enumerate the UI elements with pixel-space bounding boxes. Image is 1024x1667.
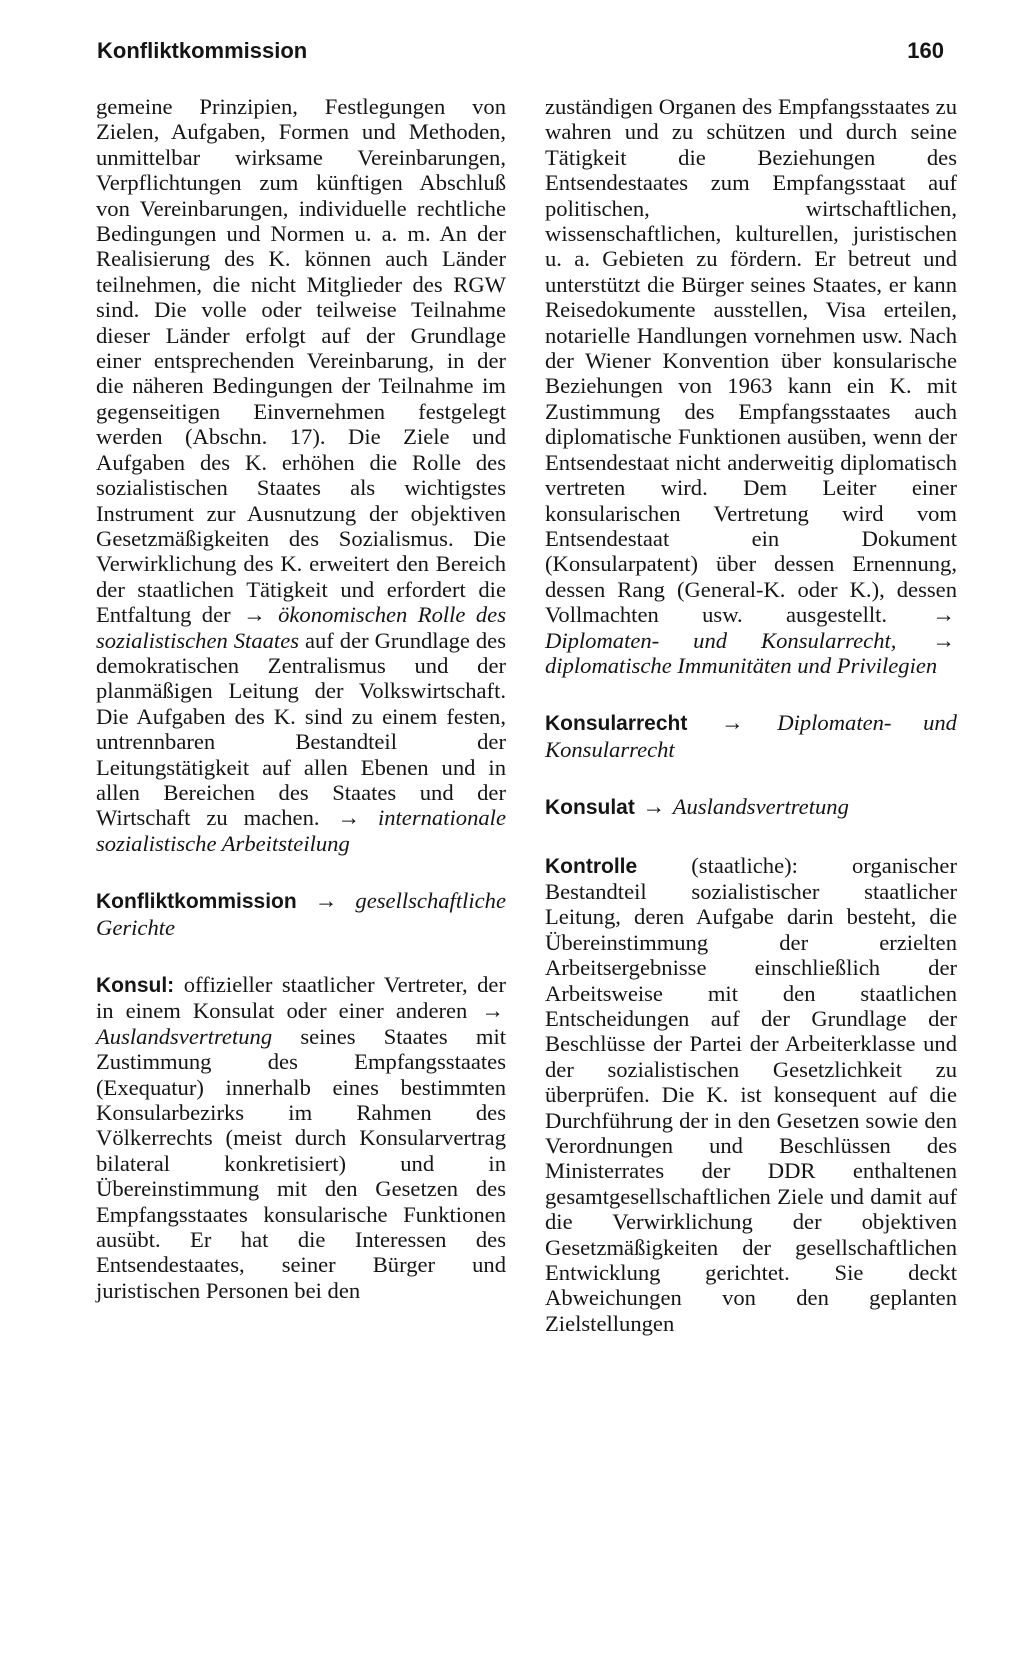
cross-reference: gesellschaftliche Gerichte bbox=[96, 888, 506, 940]
headword: Konsularrecht bbox=[545, 712, 688, 736]
headword: Kontrolle bbox=[545, 854, 638, 878]
headword: Konsul: bbox=[96, 974, 175, 997]
entry-kontrolle bbox=[545, 853, 957, 1337]
entry-text: (staatliche): organischer Bestandteil sozialistischer staatlicher Leitung, deren Aufgabe darin besteht, die Übereinstimmung der erzielten Arbeitsergebnisse einschließlich der Arbeitsweise mit den staatlichen Entscheidungen auf der Grundlage der Beschlüsse der Partei der Arbeiterklasse und der sozialistischen Gesetzlichkeit zu überprüfen. Die K. ist konsequent auf die Durchführung der in den Gesetzen sowie den Verordnungen und Beschlüssen des Ministerrates der DDR enthaltenen gesamtgesellschaftlichen Ziele und damit auf die Verwirklichung der objektiven Gesetzmäßigkeiten der gesellschaftlichen Entwicklung gerichtet. Sie deckt Abweichungen von den geplanten Zielstellungen bbox=[545, 852, 957, 1336]
cross-reference: Auslandsvertretung bbox=[672, 794, 849, 820]
page-number: 160 bbox=[907, 38, 944, 63]
cross-reference: Auslandsvertretung bbox=[96, 1023, 273, 1049]
running-header-title: Konfliktkommission bbox=[97, 38, 308, 63]
cross-reference: ökonomischen Rolle des sozialistischen Staates bbox=[96, 602, 506, 653]
cross-reference-arrow-icon: → bbox=[932, 602, 955, 628]
cross-reference: Diplomaten- und Konsularrecht bbox=[545, 710, 957, 762]
headword: Konfliktkommission bbox=[96, 890, 297, 914]
entry-text: offizieller staatlicher Vertreter, der in einem Konsulat oder einer anderen bbox=[96, 972, 506, 1024]
entry-continuation bbox=[96, 94, 506, 856]
entry-continuation bbox=[545, 94, 957, 678]
cross-reference-arrow-icon: → bbox=[314, 888, 338, 914]
entry-konsularrecht bbox=[545, 710, 957, 762]
cross-reference: diplomatische Immunitäten und Privilegien bbox=[545, 652, 938, 678]
cross-reference-arrow-icon: → bbox=[642, 794, 666, 820]
continuation-text: zuständigen Organen des Empfangsstaates zu wahren und zu schützen und durch seine Tätigkeit die Beziehungen des Entsendestaates zum Empfangsstaat auf politischen, wirtschaftlichen, wissenschaftlichen, kulturellen, juristischen u. a. Gebieten zu fördern. Er betreut und unterstützt die Bürger seines Staates, er kann Reisedokumente ausstellen, Visa erteilen, notarielle Handlungen vornehmen usw. Nach der Wiener Konvention über konsularische Beziehungen von 1963 kann ein K. mit Zustimmung des Empfangsstaates auch diplomatische Funktionen ausüben, wenn der Entsendestaat nicht anderweitig diplomatisch vertreten wird. Dem Leiter einer konsularischen Vertretung wird vom Entsendestaat ein Dokument (Konsularpatent) über dessen Ernennung, dessen Rang (General-K. oder K.), dessen Vollmachten usw. ausgestellt. bbox=[545, 94, 957, 628]
left-column bbox=[96, 94, 506, 1303]
right-column bbox=[545, 94, 957, 1336]
cross-reference-arrow-icon: → bbox=[932, 627, 955, 653]
cross-reference-arrow-icon: → bbox=[243, 602, 266, 628]
entry-konsulat bbox=[545, 794, 957, 820]
headword: Konsulat bbox=[545, 796, 635, 820]
continuation-text: gemeine Prinzipien, Festlegungen von Zielen, Aufgaben, Formen und Methoden, unmittelbar wirksame Vereinbarungen, Verpflichtungen zum künftigen Abschluß von Vereinbarungen, individuelle rechtliche Bedingungen und Normen u. a. m. An der Realisierung des K. können auch Länder teilnehmen, die nicht Mitglieder des RGW sind. Die volle oder teilweise Teilnahme dieser Länder erfolgt auf der Grundlage einer entsprechenden Vereinbarung, in der die näheren Bedingungen der Teilnahme im gegenseitigen Einvernehmen festgelegt werden (Abschn. 17). Die Ziele und Aufgaben des K. erhöhen die Rolle des sozialistischen Staates als wichtigstes Instrument zur Ausnutzung der objektiven Gesetzmäßigkeiten des Sozialismus. Die Verwirklichung des K. erweitert den Bereich der staatlichen Tätigkeit und erfordert die Entfaltung der bbox=[96, 94, 506, 628]
cross-reference-arrow-icon: → bbox=[337, 805, 361, 831]
cross-reference: internationale sozialistische Arbeitsteilung bbox=[96, 805, 506, 856]
entry-konsul bbox=[96, 972, 506, 1303]
entry-konfliktkommission bbox=[96, 888, 506, 940]
cross-reference: Diplomaten- und Konsularrecht, bbox=[545, 627, 897, 653]
cross-reference-arrow-icon: → bbox=[721, 710, 744, 736]
continuation-text-2: auf der Grundlage des demokratischen Zentralismus und der planmäßigen Leitung der Volkswirtschaft. Die Aufgaben des K. sind zu einem festen, untrennbaren Bestandteil der Leitungstätigkeit auf allen Ebenen und in allen Bereichen des Staates und der Wirtschaft zu machen. bbox=[96, 627, 506, 831]
cross-reference-arrow-icon: → bbox=[481, 998, 504, 1024]
entry-text-2: seines Staates mit Zustimmung des Empfangsstaates (Exequatur) innerhalb eines bestimmten Konsularbezirks im Rahmen des Völkerrechts (meist durch Konsularvertrag bilateral konkretisiert) und in Übereinstimmung mit den Gesetzen des Empfangsstaates konsularische Funktionen ausübt. Er hat die Interessen des Entsendestaates, seiner Bürger und juristischen Personen bei den bbox=[96, 1023, 506, 1303]
